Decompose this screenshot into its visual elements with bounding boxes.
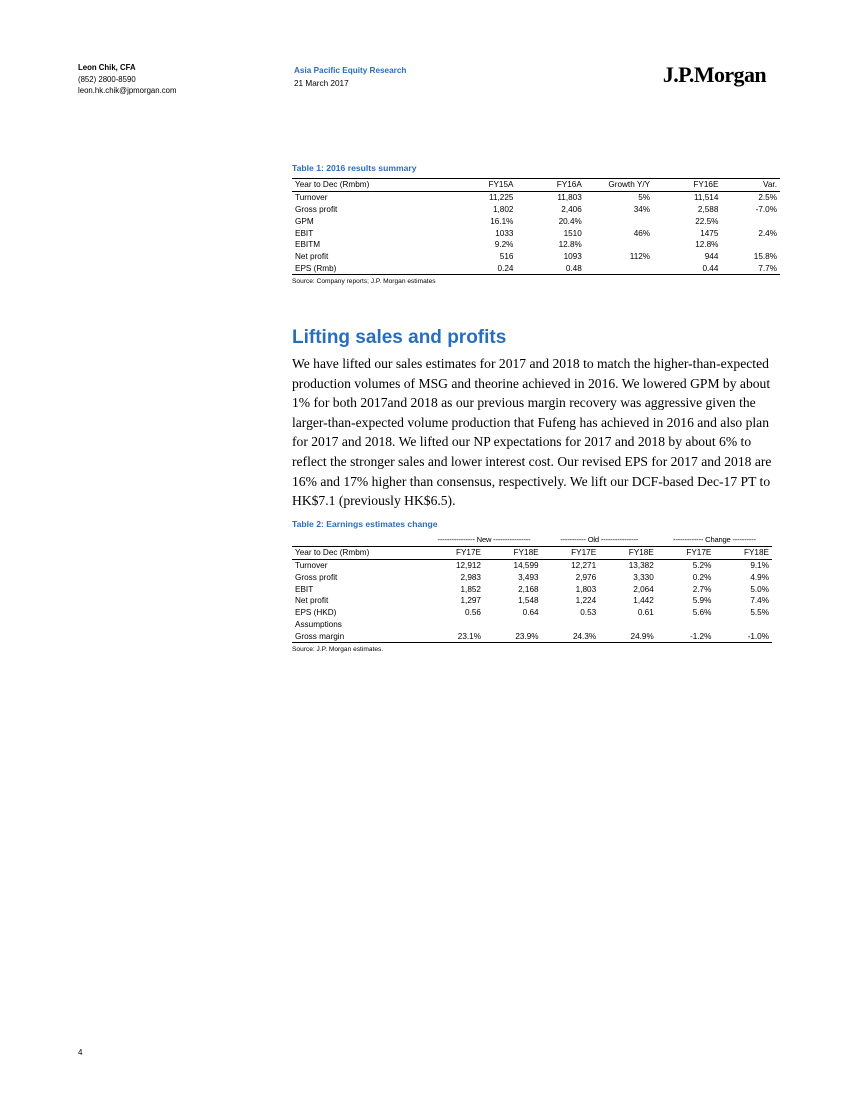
table-cell: 0.48 [516,262,584,274]
table-cell: 1,297 [460,596,481,606]
table-2-header-cell: FY18E [714,546,772,559]
table-2-header-cell: FY17E [426,546,484,559]
table-cell: 1,803 [575,584,597,594]
table-row [292,571,772,583]
table-row [292,227,780,239]
table-cell: 5.9% [692,596,712,606]
table-row [292,559,772,571]
page-number: 4 [78,1048,83,1057]
table-cell [721,239,780,251]
table-cell: 11,514 [693,193,719,203]
table-cell: 7.7% [721,262,780,274]
table-cell: Net profit [295,252,329,262]
table-cell: 14,599 [513,560,539,570]
table-cell: 1510 [563,228,582,238]
analyst-email[interactable]: leon.hk.chik@jpmorgan.com [78,86,177,96]
table-1-header-cell: Var. [721,179,780,192]
table-cell: 112% [629,252,651,262]
table-cell: 12.8% [558,240,582,250]
table-cell: 2,976 [575,572,597,582]
jpmorgan-logo: J.P.Morgan [662,62,766,87]
table-cell [585,239,653,251]
table-cell: 1,224 [575,596,597,606]
table-2-header-cell: FY17E [542,546,600,559]
table-cell: 5.2% [692,560,712,570]
table-cell: 46% [633,228,651,238]
table-2-header-cell: FY18E [484,546,542,559]
table-1-header-cell: FY16A [516,179,584,192]
table-1-header-cell: FY15A [448,179,516,192]
table-2-group-change: ------------- Change ---------- [672,535,756,545]
table-2-header-row [292,546,772,559]
analyst-contact-block [78,62,177,97]
research-header-block [294,65,406,90]
table-cell: GPM [295,216,314,226]
table-cell: 1033 [495,228,514,238]
page-header [78,62,778,107]
table-cell: 0.53 [580,608,597,618]
table-cell: 11,803 [557,193,582,203]
table-2-group-spacer [292,534,426,546]
table-cell [721,215,780,227]
table-row [292,607,772,619]
table-2-header-cell: FY17E [657,546,715,559]
table-cell: Gross margin [292,630,426,642]
table-cell: 3,493 [518,572,539,582]
table-cell: 3,330 [633,572,654,582]
table-cell: 516 [499,252,514,262]
table-cell: 2,983 [460,572,481,582]
table-row [292,595,772,607]
table-cell: 1093 [563,252,582,262]
table-cell: -1.2% [657,630,715,642]
table-1-caption: Table 1: 2016 results summary [292,163,417,173]
table-row [292,191,780,203]
table-cell: 20.4% [558,216,582,226]
table-cell: Gross profit [295,204,338,214]
table-cell: 5.5% [750,608,769,618]
table-cell: 5.6% [692,608,712,618]
table-cell: 16.1% [490,216,514,226]
table-cell [585,215,653,227]
table-cell: 1475 [700,228,719,238]
table-1-source: Source: Company reports; J.P. Morgan estimates [292,278,436,286]
table-2-group-row [292,534,772,546]
table-cell: 0.24 [448,262,516,274]
table-cell: EPS (Rmb) [292,262,448,274]
table-cell: -7.0% [755,204,777,214]
table-2-header-cell: Year to Dec (Rmbm) [292,546,426,559]
table-row [292,630,772,642]
table-cell: 12.8% [695,240,719,250]
publication-date: 21 March 2017 [294,78,349,88]
table-cell: 13,382 [628,560,654,570]
table-cell: 0.2% [692,572,712,582]
table-cell: 1,548 [518,596,539,606]
table-cell: 1,442 [633,596,654,606]
table-2-container [292,519,772,653]
table-2 [292,534,772,643]
table-cell: Turnover [295,193,328,203]
table-row [292,215,780,227]
table-cell: 2,406 [561,204,582,214]
table-cell: Gross profit [295,572,338,582]
table-1-container [292,163,780,285]
table-cell: 2,588 [697,204,719,214]
table-1-header-cell: Growth Y/Y [585,179,653,192]
table-cell: 23.1% [426,630,484,642]
table-1-header-row [292,179,780,192]
table-cell: 7.4% [750,596,769,606]
table-row [292,583,772,595]
table-cell: 2.4% [758,228,777,238]
table-cell: 0.56 [465,608,481,618]
table-cell [585,262,653,274]
table-cell: 1,852 [460,584,481,594]
table-cell: EPS (HKD) [295,608,337,618]
table-cell: 4.9% [750,572,769,582]
table-2-source: Source: J.P. Morgan estimates. [292,646,384,654]
table-cell: Turnover [295,560,328,570]
table-cell: 944 [704,252,719,262]
section-heading: Lifting sales and profits [292,327,507,348]
table-cell: 12,271 [571,560,597,570]
table-2-assumptions-row [292,618,772,630]
table-row [292,239,780,251]
table-row [292,251,780,263]
table-2-header-cell: FY18E [599,546,657,559]
table-cell: 2.7% [692,584,712,594]
table-cell: 0.64 [522,608,539,618]
table-cell: 5% [638,193,651,203]
table-2-group-old: ----------- Old ---------------- [560,535,639,545]
table-cell: EBIT [295,228,314,238]
table-cell: 15.8% [753,252,777,262]
table-1 [292,178,780,275]
table-cell: 9.2% [494,240,514,250]
table-cell: EBITM [295,240,321,250]
table-cell: Net profit [295,596,329,606]
assumptions-label: Assumptions [295,619,342,629]
table-cell: 24.3% [542,630,600,642]
table-cell: 2,064 [633,584,654,594]
table-2-caption: Table 2: Earnings estimates change [292,519,438,529]
table-cell: 1,802 [492,204,514,214]
table-cell: 23.9% [484,630,542,642]
section-paragraph: We have lifted our sales estimates for 2017 and 2018 to match the higher-than-expected production volumes of MSG and theorine achieved in 2016. We lowered GPM by about 1% for both 2017and 2018 as our previous margin recovery was aggressive given the larger-than-expected volume production that Fufeng has achieved in 2016 and also plan for 2017 and 2018. We lifted our NP expectations for 2017 and 2018 by about 6% to reflect the stronger sales and lower interest cost. Our revised EPS for 2017 and 2018 are 16% and 17% higher than consensus, respectively. We lift our DCF-based Dec-17 PT to HK$7.1 (previously HK$6.5). [292,356,772,509]
table-cell: 24.9% [599,630,657,642]
table-cell: 9.1% [750,560,769,570]
analyst-phone: (852) 2800-8590 [78,74,136,84]
table-cell: 0.61 [637,608,654,618]
table-cell: 5.0% [750,584,769,594]
table-cell: EBIT [295,584,314,594]
table-1-header-cell: FY16E [653,179,721,192]
table-row [292,262,780,274]
table-cell: 2.5% [758,193,777,203]
table-cell: 0.44 [653,262,721,274]
research-category: Asia Pacific Equity Research [294,66,407,75]
analyst-name: Leon Chik, CFA [78,63,136,72]
table-row [292,204,780,216]
table-cell: 22.5% [695,216,719,226]
table-1-header-cell: Year to Dec (Rmbm) [292,179,448,192]
table-cell: -1.0% [714,630,772,642]
table-cell: 11,225 [489,193,514,203]
table-cell: 12,912 [455,560,481,570]
table-cell: 2,168 [518,584,539,594]
table-2-group-new: ---------------- New ---------------- [437,535,531,545]
table-cell: 34% [633,204,651,214]
